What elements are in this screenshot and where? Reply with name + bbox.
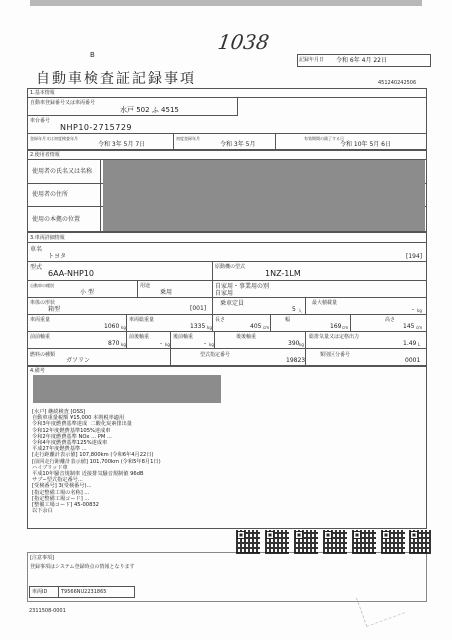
- rear-front-axle-value: -: [204, 340, 207, 347]
- remark-line: 令和2年度燃費基準 NOx ... PM ...: [32, 433, 112, 440]
- rear-front-axle-unit: kg: [209, 342, 214, 347]
- section4-heading: 4.備考: [30, 368, 45, 374]
- capacity-value: 5: [292, 306, 296, 313]
- length-value: 405: [250, 323, 262, 330]
- remark-line: [整備工場コード] 45-00832: [32, 502, 99, 509]
- remark-line: [水戸] 継続検査 [OSS]: [32, 409, 86, 415]
- remark-line: 自動車重量税額 ¥15,000 本則税率適用: [32, 415, 125, 422]
- engine-label: 原動機の型式: [215, 264, 246, 270]
- rear-rear-axle-unit: kg: [299, 342, 304, 347]
- gross-weight-unit: kg: [207, 325, 212, 330]
- max-load-value: -: [412, 306, 415, 313]
- qr-code-4: [323, 530, 347, 554]
- category-label: 類別区分番号: [320, 352, 351, 358]
- qr-code-3: [294, 530, 318, 554]
- body-shape-value: 箱型: [48, 306, 61, 313]
- chassis-label: 車台番号: [30, 118, 51, 124]
- remark-line: ハイブリッド車: [32, 464, 68, 471]
- height-unit: cm: [416, 325, 423, 330]
- vehicle-type-label: 自動車の種別: [30, 283, 54, 288]
- capacity-label: 乗車定員: [220, 300, 245, 307]
- remark-line: [受検番号] 3(受検番号)...: [32, 483, 92, 490]
- redacted-remarks: [33, 375, 221, 403]
- gross-weight-label: 車両総重量: [129, 317, 155, 323]
- front-front-axle-unit: kg: [121, 342, 126, 347]
- section1-heading: 1.基本情報: [30, 90, 55, 96]
- vehicle-weight-value: 1060: [104, 323, 120, 330]
- document-number: 451240242506: [378, 80, 417, 86]
- section3-heading: 3.車両詳細情報: [30, 235, 65, 241]
- remark-line: 令和4年度燃費基準125%達成車: [32, 440, 108, 447]
- length-unit: cm: [263, 325, 270, 330]
- front-front-axle-label: 前前軸重: [30, 334, 51, 340]
- section2-heading: 2.使用者情報: [30, 152, 60, 158]
- rear-rear-axle-value: 390: [288, 340, 300, 347]
- displacement-label: 総排気量又は定格出力: [309, 334, 360, 340]
- max-load-unit: kg: [417, 308, 422, 313]
- remark-line: 以下余白: [32, 508, 53, 515]
- qr-code-6: [381, 530, 405, 554]
- maker-code: [194]: [406, 253, 423, 260]
- use-label: 用途: [140, 283, 151, 289]
- remark-line: [指定整備工場の名称] ...: [32, 489, 90, 496]
- remark-line: 平成27年度燃費基準 ...: [32, 446, 87, 453]
- vehicle-type-value: 小 型: [80, 289, 94, 296]
- qr-code-2: [265, 530, 289, 554]
- qr-code-1: [236, 530, 260, 554]
- designation-value: 19823: [286, 357, 306, 364]
- width-value: 169: [330, 323, 342, 330]
- remark-line: [指定整備工場コード] ...: [32, 495, 90, 502]
- purpose-value: 自家用: [215, 290, 234, 297]
- section-vehicle-details: [27, 232, 427, 366]
- length-label: 長さ: [215, 317, 226, 323]
- remark-line: サブ−型式指定番号...: [32, 477, 83, 484]
- base-location-label: 使用の本拠の位置: [32, 216, 81, 223]
- handwritten-number: 1038: [216, 30, 271, 54]
- purpose-label: 自家用・事業用の別: [215, 283, 270, 290]
- small-mark: B: [90, 51, 95, 59]
- page-title: 自動車検査証記録事項: [36, 71, 196, 87]
- rear-rear-axle-label: 後後軸重: [236, 334, 257, 340]
- body-shape-code: [001]: [190, 305, 207, 312]
- remarks-list: [32, 409, 220, 514]
- vehicle-weight-unit: kg: [121, 325, 126, 330]
- front-rear-axle-label: 前後軸重: [129, 334, 150, 340]
- vehicle-weight-label: 車両重量: [30, 317, 51, 323]
- body-shape-label: 車体の形状: [30, 300, 56, 306]
- first-registration-value: 令和 3年 5月 7日: [98, 141, 146, 148]
- designation-label: 型式指定番号: [200, 352, 231, 358]
- width-unit: cm: [342, 325, 349, 330]
- plate-value: 水戸 502 ふ 4515: [120, 106, 179, 114]
- width-label: 幅: [285, 317, 291, 323]
- height-value: 145: [403, 323, 415, 330]
- displacement-unit: L: [418, 342, 421, 347]
- rear-front-axle-label: 後前軸重: [173, 334, 194, 340]
- use-value: 乗用: [160, 289, 173, 296]
- qr-code-7: [409, 530, 431, 554]
- qr-code-5: [352, 530, 376, 554]
- remark-line: [前回走行距離計表示値] 101,700km (令和5年8月1日): [32, 458, 161, 465]
- model-value: 6AA-NHP10: [48, 269, 94, 278]
- fuel-type-value: ガソリン: [66, 357, 91, 364]
- plate-label: 自動車登録番号又は車両番号: [30, 100, 96, 106]
- vehicle-id-value: T9566NU2231865: [61, 589, 107, 595]
- notice-text: 登録事項はシステム登録時点の情報となります: [30, 564, 135, 570]
- redacted-user-info: [103, 160, 425, 231]
- record-date-label: 記録年月日: [299, 57, 325, 63]
- remark-line: 平成10年騒音規制車 近接排気騒音規制値 96dB: [32, 471, 144, 478]
- remark-line: [走行距離計表示値] 107,800km (令和6年4月22日): [32, 452, 154, 459]
- maker-value: トヨタ: [48, 253, 67, 260]
- user-address-label: 使用者の住所: [32, 191, 69, 198]
- remark-line: 令和12年度燃費基準105%達成車: [32, 427, 111, 434]
- notice-heading: [注意事項]: [30, 555, 54, 561]
- expiry-value: 令和 10年 5月 6日: [340, 141, 391, 148]
- first-registration-label: 登録年月又は初度検査年月: [30, 136, 78, 141]
- front-rear-axle-value: -: [160, 340, 163, 347]
- capacity-unit: 人: [298, 308, 302, 313]
- engine-value: 1NZ-1LM: [265, 269, 301, 278]
- gross-weight-value: 1335: [190, 323, 206, 330]
- form-number: 2311508-0001: [29, 608, 66, 614]
- user-name-label: 使用者の氏名又は名称: [32, 168, 93, 175]
- top-scan-strip: [30, 0, 422, 6]
- model-label: 型式: [30, 264, 43, 271]
- vehicle-id-label: 車両ID: [32, 589, 48, 595]
- inspection-label: 初度登録年月: [176, 136, 200, 141]
- chassis-value: NHP10-2715729: [60, 123, 133, 132]
- category-value: 0001: [405, 357, 421, 364]
- front-rear-axle-unit: kg: [165, 342, 170, 347]
- inspection-value: 令和 3年 5月: [220, 141, 256, 148]
- record-date-value: 令和 6年 4月 22日: [336, 57, 387, 64]
- max-load-label: 最大積載量: [312, 300, 338, 306]
- front-front-axle-value: 870: [108, 340, 120, 347]
- maker-label: 車名: [30, 246, 43, 253]
- fuel-type-label: 燃料の種類: [30, 352, 56, 358]
- displacement-value: 1.49: [403, 340, 417, 347]
- remark-line: 令和3年度燃費基準達成 二酸化炭素排出量: [32, 421, 132, 428]
- expiry-label: 有効期間の満了する日: [304, 136, 344, 141]
- height-label: 高さ: [385, 317, 396, 323]
